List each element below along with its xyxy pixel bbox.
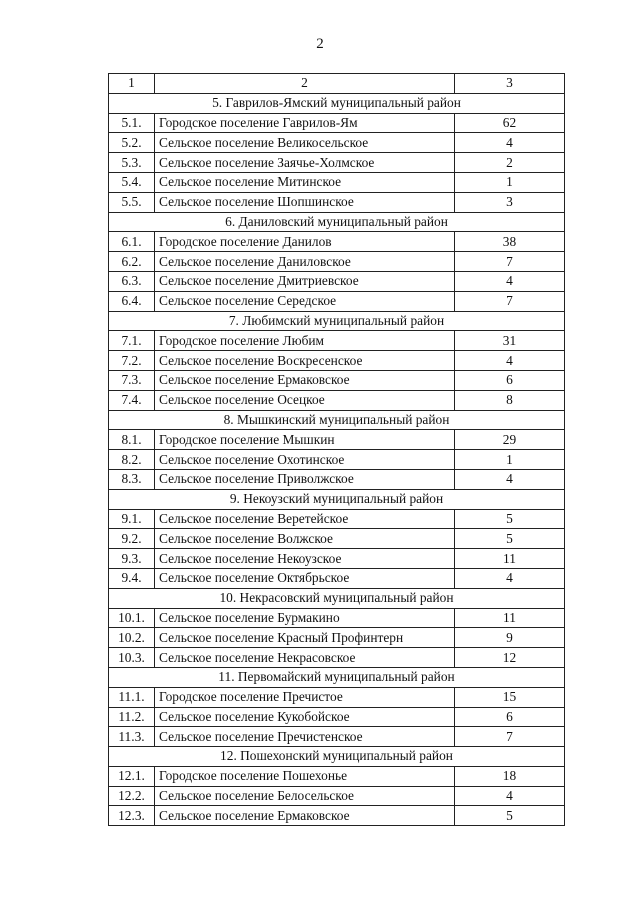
row-number: 7.3. <box>109 370 155 390</box>
settlement-name: Сельское поселение Осецкое <box>155 390 455 410</box>
row-number: 6.4. <box>109 291 155 311</box>
settlement-name: Сельское поселение Бурмакино <box>155 608 455 628</box>
section-row <box>109 311 565 331</box>
row-value: 2 <box>455 153 565 173</box>
row-value: 4 <box>455 351 565 371</box>
section-row <box>109 212 565 232</box>
table-row <box>109 370 565 390</box>
section-title: 11. Первомайский муниципальный район <box>109 667 565 687</box>
row-number: 7.2. <box>109 351 155 371</box>
table-body <box>109 74 565 826</box>
table-row <box>109 450 565 470</box>
settlement-name: Сельское поселение Ермаковское <box>155 370 455 390</box>
settlement-name: Городское поселение Пречистое <box>155 687 455 707</box>
row-value: 5 <box>455 529 565 549</box>
table-row <box>109 331 565 351</box>
table-row <box>109 766 565 786</box>
row-number: 9.3. <box>109 549 155 569</box>
row-number: 7.1. <box>109 331 155 351</box>
section-title: 5. Гаврилов-Ямский муниципальный район <box>109 93 565 113</box>
row-value: 7 <box>455 727 565 747</box>
row-number: 6.3. <box>109 271 155 291</box>
table-row <box>109 806 565 826</box>
settlement-name: Сельское поселение Ермаковское <box>155 806 455 826</box>
row-number: 12.2. <box>109 786 155 806</box>
row-value: 7 <box>455 252 565 272</box>
row-number: 5.3. <box>109 153 155 173</box>
row-number: 10.1. <box>109 608 155 628</box>
row-number: 5.1. <box>109 113 155 133</box>
table-row <box>109 133 565 153</box>
column-header-name: 2 <box>155 74 455 94</box>
row-value: 8 <box>455 390 565 410</box>
section-title: 9. Некоузский муниципальный район <box>109 489 565 509</box>
settlement-name: Сельское поселение Приволжское <box>155 469 455 489</box>
row-value: 4 <box>455 568 565 588</box>
row-value: 6 <box>455 370 565 390</box>
settlement-name: Сельское поселение Некрасовское <box>155 648 455 668</box>
page-number: 2 <box>316 36 324 52</box>
row-value: 5 <box>455 806 565 826</box>
settlement-name: Сельское поселение Дмитриевское <box>155 271 455 291</box>
section-row <box>109 667 565 687</box>
settlement-name: Сельское поселение Белосельское <box>155 786 455 806</box>
settlement-name: Сельское поселение Воскресенское <box>155 351 455 371</box>
settlement-name: Городское поселение Пошехонье <box>155 766 455 786</box>
table-row <box>109 351 565 371</box>
row-value: 4 <box>455 133 565 153</box>
table-row <box>109 509 565 529</box>
column-header-value: 3 <box>455 74 565 94</box>
row-number: 7.4. <box>109 390 155 410</box>
settlement-name: Сельское поселение Красный Профинтерн <box>155 628 455 648</box>
settlement-name: Сельское поселение Митинское <box>155 172 455 192</box>
row-value: 3 <box>455 192 565 212</box>
settlement-name: Сельское поселение Заячье-Холмское <box>155 153 455 173</box>
table-row <box>109 390 565 410</box>
table-row <box>109 232 565 252</box>
table-row <box>109 707 565 727</box>
section-row <box>109 747 565 767</box>
row-number: 5.4. <box>109 172 155 192</box>
row-number: 9.4. <box>109 568 155 588</box>
row-value: 31 <box>455 331 565 351</box>
table-row <box>109 648 565 668</box>
row-value: 4 <box>455 469 565 489</box>
section-title: 6. Даниловский муниципальный район <box>109 212 565 232</box>
row-number: 8.3. <box>109 469 155 489</box>
row-value: 9 <box>455 628 565 648</box>
row-value: 18 <box>455 766 565 786</box>
settlement-name: Сельское поселение Кукобойское <box>155 707 455 727</box>
table-row <box>109 549 565 569</box>
table-row <box>109 271 565 291</box>
settlement-name: Сельское поселение Шопшинское <box>155 192 455 212</box>
row-value: 29 <box>455 430 565 450</box>
section-row <box>109 588 565 608</box>
settlement-name: Сельское поселение Октябрьское <box>155 568 455 588</box>
settlement-name: Сельское поселение Середское <box>155 291 455 311</box>
row-number: 5.2. <box>109 133 155 153</box>
settlement-name: Сельское поселение Пречистенское <box>155 727 455 747</box>
settlement-name: Сельское поселение Великосельское <box>155 133 455 153</box>
row-number: 8.2. <box>109 450 155 470</box>
section-row <box>109 489 565 509</box>
row-number: 12.3. <box>109 806 155 826</box>
table-row <box>109 113 565 133</box>
row-value: 38 <box>455 232 565 252</box>
table-row <box>109 291 565 311</box>
settlement-name: Сельское поселение Охотинское <box>155 450 455 470</box>
settlements-table <box>108 73 565 826</box>
row-value: 12 <box>455 648 565 668</box>
table-row <box>109 469 565 489</box>
table-row <box>109 153 565 173</box>
row-number: 11.2. <box>109 707 155 727</box>
table-row <box>109 430 565 450</box>
row-number: 9.1. <box>109 509 155 529</box>
table-row <box>109 252 565 272</box>
row-number: 6.1. <box>109 232 155 252</box>
row-value: 5 <box>455 509 565 529</box>
row-number: 10.2. <box>109 628 155 648</box>
table-header-row <box>109 74 565 94</box>
row-number: 8.1. <box>109 430 155 450</box>
row-number: 10.3. <box>109 648 155 668</box>
row-number: 11.3. <box>109 727 155 747</box>
row-value: 1 <box>455 172 565 192</box>
row-number: 6.2. <box>109 252 155 272</box>
settlement-name: Сельское поселение Даниловское <box>155 252 455 272</box>
row-number: 9.2. <box>109 529 155 549</box>
section-title: 12. Пошехонский муниципальный район <box>109 747 565 767</box>
table-row <box>109 568 565 588</box>
row-number: 5.5. <box>109 192 155 212</box>
row-value: 4 <box>455 786 565 806</box>
settlement-name: Городское поселение Любим <box>155 331 455 351</box>
table-row <box>109 192 565 212</box>
table-row <box>109 628 565 648</box>
row-value: 62 <box>455 113 565 133</box>
row-value: 6 <box>455 707 565 727</box>
settlement-name: Сельское поселение Волжское <box>155 529 455 549</box>
row-number: 11.1. <box>109 687 155 707</box>
row-value: 11 <box>455 549 565 569</box>
column-header-number: 1 <box>109 74 155 94</box>
settlement-name: Городское поселение Мышкин <box>155 430 455 450</box>
settlement-name: Городское поселение Гаврилов-Ям <box>155 113 455 133</box>
table-row <box>109 608 565 628</box>
row-value: 7 <box>455 291 565 311</box>
section-row <box>109 410 565 430</box>
settlement-name: Сельское поселение Веретейское <box>155 509 455 529</box>
section-title: 7. Любимский муниципальный район <box>109 311 565 331</box>
row-value: 11 <box>455 608 565 628</box>
row-number: 12.1. <box>109 766 155 786</box>
section-row <box>109 93 565 113</box>
table-row <box>109 786 565 806</box>
section-title: 10. Некрасовский муниципальный район <box>109 588 565 608</box>
row-value: 4 <box>455 271 565 291</box>
table-row <box>109 172 565 192</box>
row-value: 1 <box>455 450 565 470</box>
settlement-name: Сельское поселение Некоузское <box>155 549 455 569</box>
table-row <box>109 687 565 707</box>
settlement-name: Городское поселение Данилов <box>155 232 455 252</box>
table-row <box>109 727 565 747</box>
section-title: 8. Мышкинский муниципальный район <box>109 410 565 430</box>
table-row <box>109 529 565 549</box>
row-value: 15 <box>455 687 565 707</box>
